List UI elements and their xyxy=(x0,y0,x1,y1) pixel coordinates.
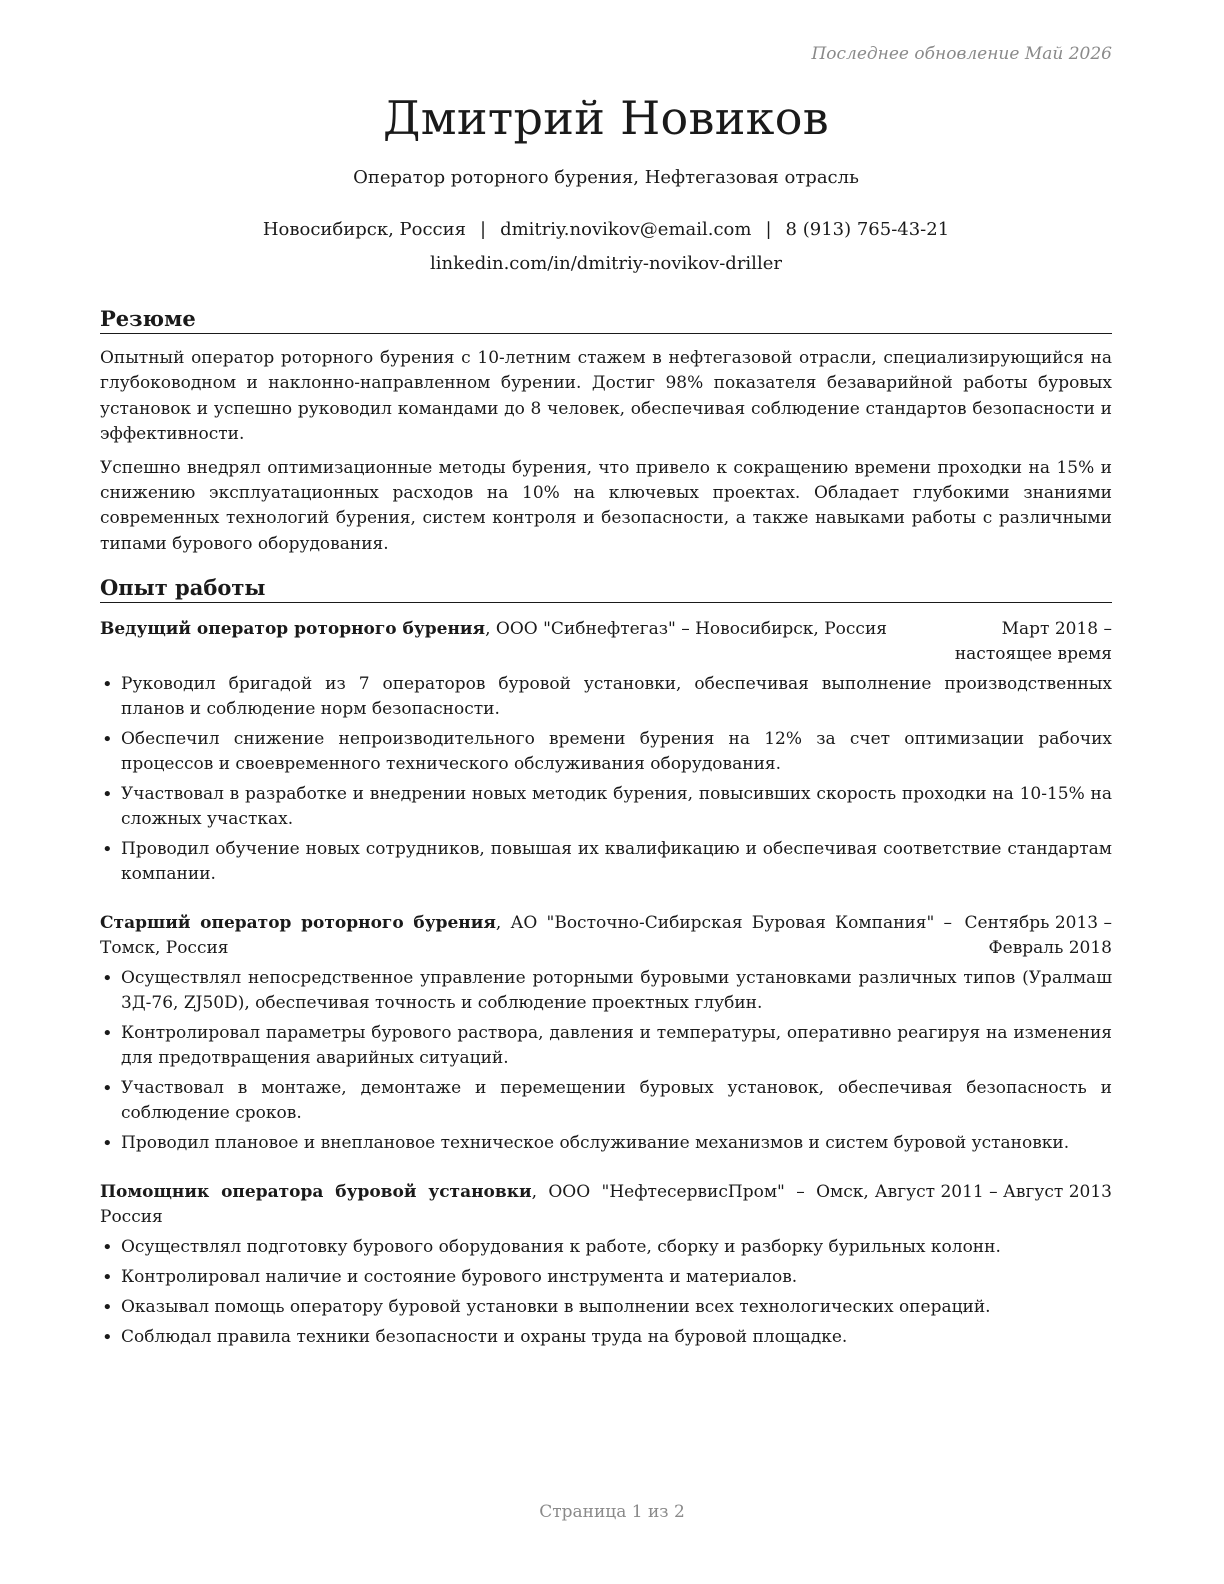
job-bullets xyxy=(100,966,1112,1156)
job-role: Ведущий оператор роторного бурения xyxy=(100,619,486,639)
experience-section xyxy=(100,574,1112,1355)
list-item: • Проводил обучение новых сотрудников, повышая их квалификацию и обеспечивая соответствие стандартам компании. xyxy=(100,837,1112,887)
job-dates: Сентябрь 2013 – Февраль 2018 xyxy=(964,913,1112,958)
candidate-title: Оператор роторного бурения, Нефтегазовая отрасль xyxy=(353,167,859,188)
job-header xyxy=(100,911,1112,961)
job-role: Старший оператор роторного бурения xyxy=(100,913,496,933)
job-bullets xyxy=(100,672,1112,887)
job-entry xyxy=(100,1180,1112,1350)
job-position xyxy=(100,617,932,667)
candidate-name: Дмитрий Новиков xyxy=(383,91,829,145)
list-item: • Осуществлял непосредственное управление роторными буровыми установками различных типов (Уралмаш 3Д-76, ZJ50D), обеспечивая точность и соблюдение проектных глубин. xyxy=(100,966,1112,1016)
list-item: • Контролировал параметры бурового раствора, давления и температуры, оперативно реагируя на изменения для предотвращения аварийных ситуаций. xyxy=(100,1021,1112,1071)
contact-line xyxy=(100,218,1112,242)
last-updated: Последнее обновление Май 2026 xyxy=(811,44,1112,64)
section-title-summary: Резюме xyxy=(100,305,1112,334)
list-item: • Проводил плановое и внеплановое техническое обслуживание механизмов и систем буровой установки. xyxy=(100,1131,1112,1156)
job-entry xyxy=(100,617,1112,887)
summary-paragraph: Успешно внедрял оптимизационные методы бурения, что привело к сокращению времени проходки на 15% и снижению эксплуатационных расходов на 10% на ключевых проектах. Обладает глубокими знаниями современных технологий бурения, систем контроля и безопасности, а также навыками работы с различными типами бурового оборудования. xyxy=(100,457,1112,554)
resume-page xyxy=(100,0,1112,1584)
job-role: Помощник оператора буровой установки xyxy=(100,1182,532,1202)
job-header xyxy=(100,1180,1112,1230)
list-item: • Оказывал помощь оператору буровой установки в выполнении всех технологических операций. xyxy=(100,1295,1112,1320)
job-bullets xyxy=(100,1235,1112,1350)
email-link[interactable]: dmitriy.novikov@email.com xyxy=(500,219,752,240)
job-position xyxy=(100,1180,869,1230)
page-number: Страница 1 из 2 xyxy=(539,1502,685,1522)
job-dates: Март 2018 – настоящее время xyxy=(954,619,1112,664)
job-dates: Август 2011 – Август 2013 xyxy=(874,1182,1112,1202)
job-company: , ООО "Сибнефтегаз" – Новосибирск, Россия xyxy=(485,619,888,639)
list-item: • Осуществлял подготовку бурового оборудования к работе, сборку и разборку бурильных колонн. xyxy=(100,1235,1112,1260)
linkedin-link[interactable]: linkedin.com/in/dmitriy-novikov-driller xyxy=(430,253,782,274)
section-title-experience: Опыт работы xyxy=(100,574,1112,603)
list-item: • Руководил бригадой из 7 операторов буровой установки, обеспечивая выполнение производственных планов и соблюдение норм безопасности. xyxy=(100,672,1112,722)
job-company: , АО "Восточно-Сибирская Буровая Компания" – Томск, Россия xyxy=(100,913,952,958)
resume-header xyxy=(100,88,1112,276)
separator: | xyxy=(480,219,487,240)
job-entry xyxy=(100,911,1112,1156)
list-item: • Контролировал наличие и состояние бурового инструмента и материалов. xyxy=(100,1265,1112,1290)
separator: | xyxy=(765,219,772,240)
location: Новосибирск, Россия xyxy=(262,219,466,240)
list-item: • Соблюдал правила техники безопасности и охраны труда на буровой площадке. xyxy=(100,1325,1112,1350)
job-company: , ООО "НефтесервисПром" – Омск, Россия xyxy=(100,1182,869,1227)
list-item: • Обеспечил снижение непроизводительного времени бурения на 12% за счет оптимизации рабочих процессов и своевременного технического обслуживания оборудования. xyxy=(100,727,1112,777)
list-item: • Участвовал в монтаже, демонтаже и перемещении буровых установок, обеспечивая безопасность и соблюдение сроков. xyxy=(100,1076,1112,1126)
summary-paragraph: Опытный оператор роторного бурения с 10-летним стажем в нефтегазовой отрасли, специализирующийся на глубоководном и наклонно-направленном бурении. Достиг 98% показателя безаварийной работы буровых установок и успешно руководил командами до 8 человек, обеспечивая соблюдение стандартов безопасности и эффективности. xyxy=(100,348,1112,445)
job-position xyxy=(100,911,952,961)
job-header xyxy=(100,617,1112,667)
summary-section xyxy=(100,305,1112,557)
phone: 8 (913) 765-43-21 xyxy=(785,219,950,240)
list-item: • Участвовал в разработке и внедрении новых методик бурения, повысивших скорость проходки на 10-15% на сложных участках. xyxy=(100,782,1112,832)
